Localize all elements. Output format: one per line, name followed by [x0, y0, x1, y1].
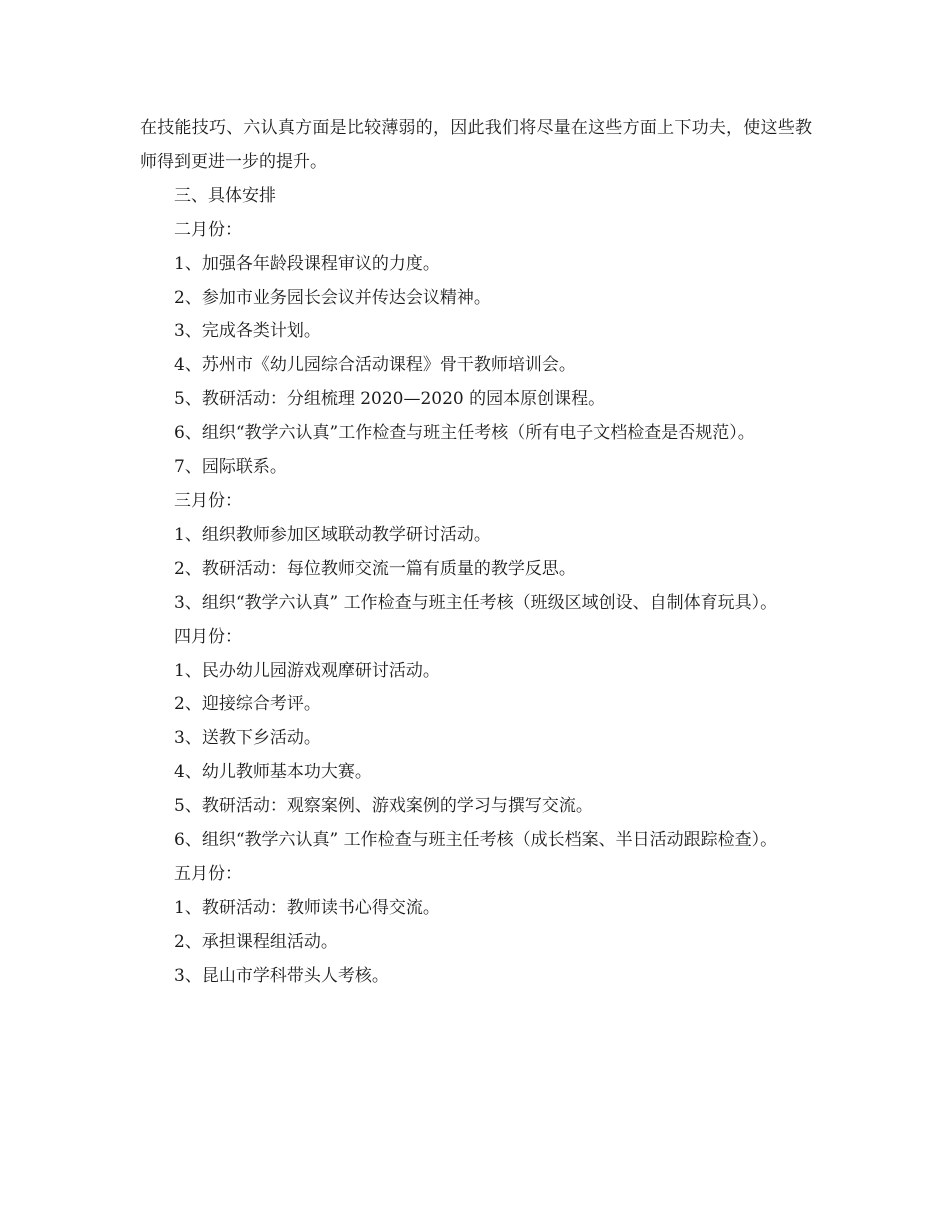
list-item: 5、教研活动：观察案例、游戏案例的学习与撰写交流。 — [174, 796, 593, 817]
list-item: 5、教研活动：分组梳理 2020—2020 的园本原创课程。 — [174, 389, 606, 410]
list-item: 3、完成各类计划。 — [174, 321, 321, 342]
list-item: 7、园际联系。 — [174, 457, 287, 478]
list-item: 6、组织“教学六认真” 工作检查与班主任考核（成长档案、半日活动跟踪检查）。 — [174, 830, 778, 851]
list-item: 4、苏州市《幼儿园综合活动课程》骨干教师培训会。 — [174, 355, 576, 376]
list-item: 2、参加市业务园长会议并传达会议精神。 — [174, 287, 491, 308]
list-item: 3、昆山市学科带头人考核。 — [174, 965, 389, 986]
list-item: 6、组织“教学六认真”工作检查与班主任考核（所有电子文档检查是否规范）。 — [174, 423, 755, 444]
list-item: 1、加强各年龄段课程审议的力度。 — [174, 253, 440, 274]
section-heading-schedule: 三、具体安排 — [174, 185, 276, 206]
month-heading-april: 四月份： — [174, 626, 242, 647]
month-heading-february: 二月份： — [174, 219, 242, 240]
list-item: 1、组织教师参加区域联动教学研讨活动。 — [174, 524, 491, 545]
list-item: 4、幼儿教师基本功大赛。 — [174, 762, 372, 783]
paragraph-intro-continued: 在技能技巧、六认真方面是比较薄弱的，因此我们将尽量在这些方面上下功夫，使这些教师得到更进一步的提升。 — [140, 118, 812, 172]
list-item: 2、教研活动：每位教师交流一篇有质量的教学反思。 — [174, 558, 576, 579]
month-heading-march: 三月份： — [174, 490, 242, 511]
list-item: 3、组织“教学六认真” 工作检查与班主任考核（班级区域创设、自制体育玩具）。 — [174, 592, 778, 613]
document-body — [140, 112, 812, 994]
list-item: 1、民办幼儿园游戏观摩研讨活动。 — [174, 660, 440, 681]
list-item: 1、教研活动：教师读书心得交流。 — [174, 897, 440, 918]
month-heading-may: 五月份： — [174, 863, 242, 884]
list-item: 3、送教下乡活动。 — [174, 728, 321, 749]
list-item: 2、迎接综合考评。 — [174, 694, 321, 715]
list-item: 2、承担课程组活动。 — [174, 931, 338, 952]
